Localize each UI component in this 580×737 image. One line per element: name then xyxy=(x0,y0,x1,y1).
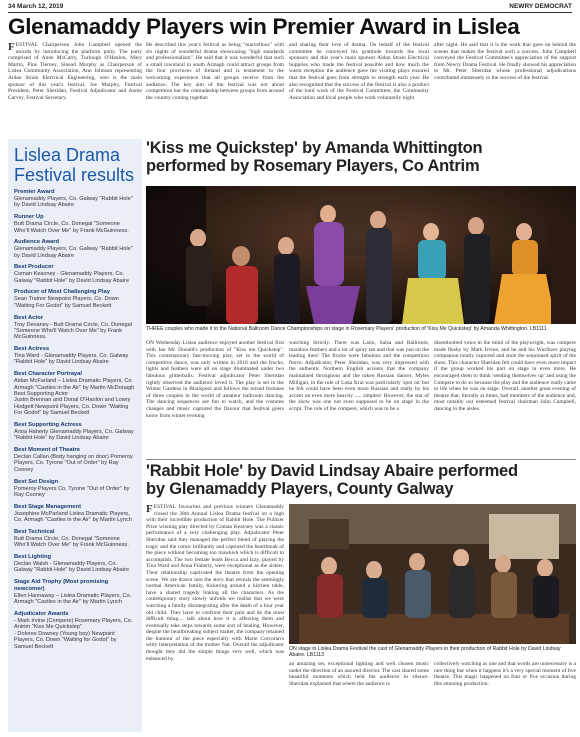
award-entry xyxy=(14,289,136,309)
award-entry xyxy=(14,447,136,473)
award-category: Best Lighting xyxy=(14,553,52,560)
award-category: Runner Up xyxy=(14,214,44,221)
award-entry xyxy=(14,479,136,499)
award-category: Best Character Portrayal xyxy=(14,371,82,378)
intro-column-3: and sharing their love of drama. On behalf of the festival committee he conveyed his gratitude towards the local sponsors and this year's main sponsor Aidan Strain Electrical Supplies who made the festival possible and how much the warm reception the audience gave the visiting plays ensured that the festival goes from strength to strength each year. He also recognised that the success of the festival is also a product of the hard work of the Festival Committee, the Community Association and local people who work voluntarily night xyxy=(289,42,429,101)
award-winner: Aidan McFarland – Lislea Dramatic Players, Co. Armagh "Castles in the Air" by Martin McDonagh Best Supporting Actor Justin Brennan and Donal O'Hanlon and Lowry Hodgett Newpoint Players, Co. Down "Waiting For Godot" by Samuel Beckett xyxy=(14,378,135,417)
award-entry xyxy=(14,264,136,284)
award-winner: Coman Keavney - Glenamaddy Players, Co. Galway "Rabbit Hole" by David Lindsay Abaire xyxy=(14,271,129,284)
award-entry xyxy=(14,422,136,442)
award-winner: Glenamaddy Players, Co. Galway "Rabbit Hole" by David Lindsay Abaire xyxy=(14,196,133,209)
award-winner: Josephine McParland Lislea Dramatic Players, Co. Armagh "Castles in the Air" by Martin Lynch xyxy=(14,510,132,524)
rabbit-photo-caption: ON stage in Lislea Drama Festival the cast of Glenamaddy Players in their production of Rabbit Hole by David Lindsay Abaire. LB1113 xyxy=(289,646,561,658)
award-entry xyxy=(14,611,136,650)
award-entry xyxy=(14,504,136,524)
award-winner: Declan Callan (Body hanging on door) Pomeroy Players, Co. Tyrone "Out of Order" by Ray Cooney xyxy=(14,454,133,473)
award-winner: - Mark Irvine (Compere) Rosemary Players, Co. Antrim "Kiss Me Quickstep" - Dolores Downey (Young boy) Newpoint Players, Co. Down "Waiting for Godot" by Samuel Beckett xyxy=(14,618,133,650)
award-winner: Glenamaddy Players, Co. Galway "Rabbit Hole" by David Lindsay Abaire xyxy=(14,246,133,259)
kiss-headline-line-1: 'Kiss me Quickstep' by Amanda Whittington xyxy=(146,139,483,157)
award-category: Best Actor xyxy=(14,314,44,321)
rabbit-column-3: collectively watching as one and that words are unnecessary is a rare thing but when it happens it's a very special moment of live theatre. This magic happened on four or five occasion during this stunning production. xyxy=(434,661,576,687)
award-winner: Tina Ward - Glenamaddy Players, Co. Galway "Rabbit Hole" by David Lindsay Abaire xyxy=(14,353,129,366)
award-category: Stage Aid Trophy (Most promising newcomer) xyxy=(14,578,109,592)
intro-column-1: FESTIVAL Chairperson John Campbell opened the awards by introducing the platform party. The party comprised of Anne McCarry, Turlough O'Hanlon, Mary Martin, Pius Tierney, Sinead Murphy as Chairperson of Lislea Community Association, Ann Johnson representing Aidan Strain Electrical Engineering, who is the main sponsor of this year's festival, Joe Murphy, Festival President; Peter Sheridan, Festival Adjudicator and Annie Carvey, Festival Secretary. xyxy=(8,42,142,101)
award-category: Audience Award xyxy=(14,239,60,246)
page-header-bar xyxy=(8,3,572,13)
kiss-me-quickstep-photo xyxy=(146,186,576,324)
award-entry xyxy=(14,371,136,416)
award-entry xyxy=(14,579,136,606)
publication-name: NEWRY DEMOCRAT xyxy=(509,3,572,10)
sidebar-title-line-1: Lislea Drama xyxy=(14,145,121,165)
awards-list xyxy=(8,185,142,650)
award-entry xyxy=(14,315,136,341)
intro-column-2: He described this year's festival as being "marvellous" with six nights of wonderful drama showcasing "high standards and professionalism". He said that it was wonderful that such a small townland in south Armagh could attract groups from the four provinces of Ireland and is testament to the welcoming experience that all groups receive from the audience. The key aim of the festival was not about competition but the comradeship between groups from around the country coming together xyxy=(146,42,284,101)
award-category: Best Actress xyxy=(14,346,50,353)
rabbit-column-2: an amazing set, exceptional lighting and well chosen music under the direction of an assured director. The cast shared some beautiful moments which held the audience in silence. Sheridan explained that where the audience is xyxy=(289,661,429,687)
award-entry xyxy=(14,346,136,366)
award-category: Best Stage Management xyxy=(14,503,82,510)
award-entry xyxy=(14,214,136,234)
award-winner: Butt Drama Circle, Co. Donegal "Someone Who'll Watch Over Me" by Frank McGuinness. xyxy=(14,535,129,549)
award-category: Producer of Most Challenging Play xyxy=(14,289,110,296)
award-entry xyxy=(14,239,136,259)
award-category: Best Producer xyxy=(14,264,54,271)
rabbit-column-1: FESTIVAL favourites and previous winners Glenamaddy closed the 38th Annual Lislea Drama festival on a high with their incredible production of Rabbit Hole. The Pulitzer Prize winning play directed by Coman Keavney was a classic performance of a very challenging play. Adjudicator Peter Sheridan said they managed the perfect blend of playing the tragic and the comic brilliantly and captured the heartbreak of the piece without becoming too mawkish which is difficult to accomplish. The two female leads Becca and Izzy, played by Tina Ward and Anna Flaherty, were exceptional as the sisters. Their relationship captivated the theatre from the opening scene. We are drawn into the story that reveals the seemingly normal American family, bickering around a kitchen table, have a shared tragedy linking all the characters. As the contemporary story slowly unfolds we realise that we were watching a family disintegrating after the death of a four year old child. They have to confront their pain and do the most difficult thing.... talk about how it is affecting them and eventually take steps towards some sort of healing. However, despite the heartbreaking subject matter, the company retained the humour of the piece especially with Marie Corcoran's witty interpretation of the mother Nat. Overall the adjudicator thought they did the simple things very well, which was enhanced by xyxy=(146,504,284,662)
award-winner: Declan Walsh - Glenamaddy Players, Co. Galway "Rabbit Hole" by David Lindsay Abaire xyxy=(14,560,129,574)
award-entry xyxy=(14,189,136,209)
rabbit-hole-photo xyxy=(289,504,576,644)
kiss-headline-line-2: performed by Rosemary Players, Co Antrim xyxy=(146,157,480,175)
festival-results-sidebar xyxy=(8,139,142,732)
award-winner: Butt Drama Circle, Co. Donegal "Someone Who'll Watch Over Me" by Frank McGuinness. xyxy=(14,221,129,234)
kiss-column-1: ON Wednesday Lislea audience enjoyed another festival first with Ian Mc Donald's production of "Kiss me Quickstep". This contemporary fast-moving play, set in the world of competitive dance, was only written in 2016 and the frocks, lights and feathers were all on stage illuminated under two fabulous glitterballs. Festival adjudicator Peter Sheridan rightly observed the audience loved it. The play is set in the Winter Gardens in Blackpool and follows the mixed fortunes of three couples in the world of amateur ballroom dancing. The dancing sequences are fun to watch, and the costume changes and music captured the flavour that festival goers know from winter evening xyxy=(146,340,284,419)
rabbit-section-headline xyxy=(146,462,576,498)
sidebar-title-line-2: Festival results xyxy=(14,165,135,185)
rabbit-headline-line-2: by Glenamaddy Players, County Galway xyxy=(146,480,454,498)
award-winner: Sean Trainor Newpoint Players, Co. Down "Waiting For Godot" by Samuel Beckett xyxy=(14,296,119,309)
section-divider xyxy=(146,459,576,460)
award-category: Adjudicator Awards xyxy=(14,611,69,618)
intro-column-4: after night. He said that it is the work that goes on behind the scenes that makes the festival such a success. John Campbell conveyed the Festival Committee's appreciation of the support from Newry Drama Festival. He finally showed his appreciation to Mr. Peter Sheridan whose professional adjudications contributed immensely to the success of the festival. xyxy=(434,42,576,81)
award-winner: Anna Haherty Glenamaddy Players, Co. Galway "Rabbit Hole" by David Lindsay Abaire xyxy=(14,428,134,442)
kiss-section-headline xyxy=(146,139,576,175)
award-entry xyxy=(14,529,136,549)
page-date: 34 March 12, 2019 xyxy=(8,3,64,10)
kiss-photo-illustration xyxy=(146,186,576,324)
award-category: Best Set Design xyxy=(14,478,59,485)
award-category: Best Technical xyxy=(14,528,55,535)
award-entry xyxy=(14,554,136,574)
rabbit-headline-line-1: 'Rabbit Hole' by David Lindsay Abaire performed xyxy=(146,462,518,480)
award-winner: Pomeroy Players Co. Tyrone "Out of Order" by Ray Cooney xyxy=(14,485,130,498)
kiss-column-2: watching Strictly. There was Latin, Salsa and Ballroom, marabou feathers and a lot of spray tan and that was just on the leading men! The frocks were fabulous and the competition fierce. Adjudicator, Peter Sheridan, was very impressed with the authentic Northern English accents that the company maintained throughout and the token Russian dancer, Myles Milligan, in the role of Luka Kral was particularly 'spot on' but he felt could have been even more Russian and really by his accent on even more heavily ..... simples! However, the star of the show was one not even supposed to be on stage in the script. The role of the compere, which was to be a xyxy=(289,340,429,412)
main-headline: Glenamaddy Players win Premier Award in Lislea xyxy=(8,14,520,39)
rabbit-photo-illustration xyxy=(289,504,576,644)
award-category: Best Moment of Theatre xyxy=(14,447,81,454)
kiss-column-3: disembodied voice in the mind of the playwright, was compere made fleshy by Mark Irvine, and he and his Wurlitzer playing companion totally captured and stole the sequinned spirit of the show. This character Sheridan felt could have even more impact if the group worked his part on stage in even more. He encouraged them to think 'sending themselves up' and using the Compere to do so because the play and the audience really came to life when he was on stage. Overall, another great evening of theatre that, literally at times, had members of the audience and, most notably our esteemed festival chairman John Campbell, dancing in the aisles. xyxy=(434,340,576,412)
award-winner: Ellen Hannaway – Lislea Dramatic Players, Co. Armagh "Castles in the Air" by Martin Lynch xyxy=(14,592,132,606)
award-winner: Troy Devaney - Butt Drama Circle, Co. Donegal "Someone Who'll Watch Over Me" by Frank McGuinness. xyxy=(14,321,132,341)
award-category: Premier Award xyxy=(14,189,55,195)
kiss-photo-caption: THREE couples who made it to the National Ballroom Dance Championships on stage in Rosemary Players' production of 'Kiss Me Quickstep' by Amanda Whittington. LB1111 xyxy=(146,326,547,332)
sidebar-title xyxy=(8,139,142,185)
award-category: Best Supporting Actress xyxy=(14,421,82,428)
